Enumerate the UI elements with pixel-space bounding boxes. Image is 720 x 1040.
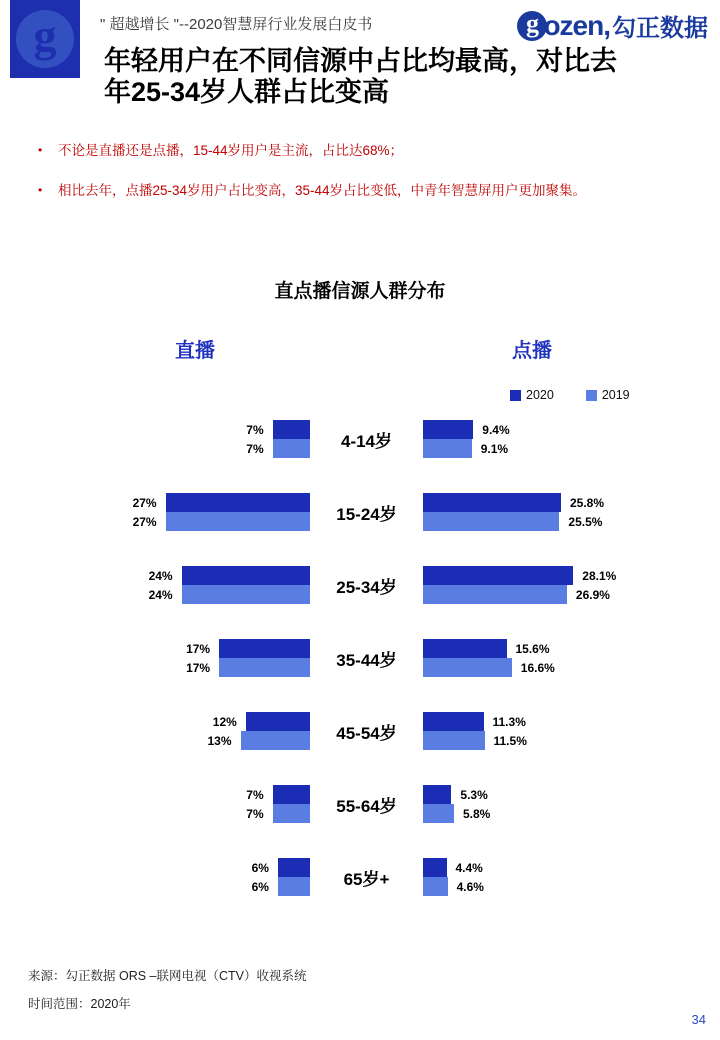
vod-2019-bar — [423, 658, 512, 677]
live-bars-cell — [80, 858, 310, 896]
vod-2019-bar — [423, 731, 485, 750]
live-2019-bar — [273, 439, 310, 458]
chart-group-headers — [80, 334, 700, 360]
live-bars-cell — [80, 639, 310, 677]
legend-label-2020: 2020 — [526, 388, 554, 402]
age-label: 4-14岁 — [340, 431, 393, 451]
live-2019-value: 7% — [246, 441, 264, 456]
live-2019-bar — [166, 512, 310, 531]
vod-2020-bar — [423, 785, 451, 804]
live-2020-line — [80, 566, 310, 585]
chart-rows — [80, 420, 700, 931]
vod-2019-bar — [423, 585, 567, 604]
vod-2019-bar — [423, 804, 454, 823]
document-title: " 超越增长 "--2020智慧屏行业发展白皮书 — [100, 16, 373, 33]
vod-2019-line — [423, 439, 700, 458]
live-2020-bar — [273, 420, 310, 439]
vod-2019-value: 25.5% — [568, 514, 603, 529]
vod-2020-bar — [423, 712, 484, 731]
live-2019-line — [80, 804, 310, 823]
live-2019-bar — [219, 658, 310, 677]
live-2020-value: 27% — [132, 495, 157, 510]
live-2019-bar — [273, 804, 310, 823]
bullet-text: 相比去年，点播25-34岁用户占比变高，35-44岁占比变低，中青年智慧屏用户更加聚集。 — [58, 183, 587, 198]
vod-2020-bar — [423, 639, 507, 658]
vod-2020-value: 5.3% — [460, 787, 488, 802]
age-category-cell — [310, 566, 423, 604]
live-2020-line — [80, 493, 310, 512]
page-number: 34 — [691, 1012, 706, 1027]
age-category-cell — [310, 420, 423, 458]
live-bars-cell — [80, 420, 310, 458]
chart-row — [80, 566, 700, 604]
live-2020-bar — [278, 858, 310, 877]
vod-2019-value: 11.5% — [493, 733, 527, 748]
live-2020-bar — [273, 785, 310, 804]
vod-bars-cell — [423, 712, 700, 750]
live-2020-bar — [182, 566, 310, 585]
vod-2019-line — [423, 658, 700, 677]
brand-chinese-text: 勾正数据 — [612, 15, 708, 42]
vod-2020-line — [423, 420, 700, 439]
live-2019-bar — [241, 731, 311, 750]
age-category-cell — [310, 639, 423, 677]
live-2020-line — [80, 712, 310, 731]
live-2020-value: 7% — [246, 422, 264, 437]
vod-2019-value: 26.9% — [575, 587, 610, 602]
vod-2019-bar — [423, 512, 559, 531]
live-2019-value: 17% — [186, 660, 211, 675]
page-title: 年轻用户在不同信源中占比均最高，对比去年25-34岁人群占比变高 — [104, 46, 617, 107]
live-2019-line — [80, 439, 310, 458]
age-label: 15-24岁 — [336, 504, 397, 524]
vod-2019-value: 9.1% — [480, 441, 509, 456]
group-label-vod: 点播 — [512, 340, 552, 362]
age-category-cell — [310, 785, 423, 823]
vod-bars-cell — [423, 858, 700, 896]
live-2019-value: 13% — [207, 733, 232, 748]
live-2020-line — [80, 858, 310, 877]
vod-2020-value: 9.4% — [482, 422, 510, 437]
live-2020-line — [80, 639, 310, 658]
vod-2020-value: 28.1% — [582, 568, 617, 583]
live-bars-cell — [80, 712, 310, 750]
live-2019-value: 27% — [132, 514, 157, 529]
age-category-cell — [310, 493, 423, 531]
vod-2019-line — [423, 877, 700, 896]
vod-2019-bar — [423, 877, 448, 896]
live-2019-line — [80, 731, 310, 750]
live-2020-line — [80, 785, 310, 804]
vod-bars-cell — [423, 493, 700, 531]
live-2019-value: 24% — [148, 587, 173, 602]
live-2019-line — [80, 658, 310, 677]
age-category-cell — [310, 712, 423, 750]
vod-2019-line — [423, 585, 700, 604]
age-label: 25-34岁 — [336, 577, 397, 597]
live-2020-bar — [246, 712, 310, 731]
brand-g-icon: g — [517, 11, 547, 41]
live-2020-bar — [166, 493, 310, 512]
vod-2020-line — [423, 639, 700, 658]
bullet-text: 不论是直播还是点播，15-44岁用户是主流，占比达68%； — [58, 143, 404, 158]
time-range-note: 时间范围：2020年 — [28, 997, 131, 1011]
chart-row — [80, 639, 700, 677]
live-2019-value: 7% — [246, 806, 264, 821]
chart-row — [80, 858, 700, 896]
vod-2020-value: 11.3% — [492, 714, 526, 729]
source-note: 来源：勾正数据 ORS –联网电视（CTV）收视系统 — [28, 969, 307, 983]
vod-2019-value: 5.8% — [463, 806, 491, 821]
live-2020-value: 6% — [251, 860, 269, 875]
brand-logo — [517, 8, 708, 43]
vod-2020-line — [423, 785, 700, 804]
chart-row — [80, 493, 700, 531]
age-category-cell — [310, 858, 423, 896]
live-2020-value: 17% — [186, 641, 211, 656]
live-2020-value: 12% — [212, 714, 237, 729]
legend-item-2020 — [510, 388, 554, 402]
chart-row — [80, 420, 700, 458]
vod-bars-cell — [423, 420, 700, 458]
bullet-item — [38, 142, 698, 159]
chart-row — [80, 712, 700, 750]
age-label: 65岁+ — [343, 869, 390, 889]
key-findings — [38, 142, 698, 222]
age-label: 45-54岁 — [336, 723, 397, 743]
live-bars-cell — [80, 785, 310, 823]
bullet-item — [38, 182, 698, 199]
live-2019-line — [80, 512, 310, 531]
vod-2020-bar — [423, 420, 473, 439]
vod-2020-value: 15.6% — [515, 641, 550, 656]
live-bars-cell — [80, 493, 310, 531]
legend-label-2019: 2019 — [601, 388, 630, 402]
live-2019-line — [80, 877, 310, 896]
company-logo-g-icon: g — [33, 10, 57, 61]
vod-bars-cell — [423, 566, 700, 604]
bullet-marker: • — [38, 143, 43, 157]
paired-bar-chart — [80, 330, 700, 940]
vod-2020-value: 25.8% — [570, 495, 605, 510]
vod-2019-line — [423, 512, 700, 531]
vod-2020-line — [423, 493, 700, 512]
legend-swatch-2019 — [586, 390, 597, 401]
vod-2019-line — [423, 731, 700, 750]
vod-2019-value: 4.6% — [456, 879, 484, 894]
vod-2020-line — [423, 566, 700, 585]
vod-2019-line — [423, 804, 700, 823]
company-logo — [10, 0, 80, 78]
vod-2020-line — [423, 712, 700, 731]
vod-2020-bar — [423, 493, 561, 512]
group-label-live: 直播 — [175, 340, 215, 362]
live-2019-line — [80, 585, 310, 604]
live-2020-value: 24% — [148, 568, 173, 583]
legend-item-2019 — [586, 388, 630, 402]
vod-2020-value: 4.4% — [455, 860, 483, 875]
vod-bars-cell — [423, 639, 700, 677]
chart-row — [80, 785, 700, 823]
vod-2020-bar — [423, 858, 447, 877]
age-label: 55-64岁 — [336, 796, 397, 816]
company-logo-circle — [16, 10, 74, 68]
chart-legend — [510, 388, 630, 402]
bullet-marker: • — [38, 183, 43, 197]
vod-2020-line — [423, 858, 700, 877]
age-label: 35-44岁 — [336, 650, 397, 670]
vod-2020-bar — [423, 566, 573, 585]
live-bars-cell — [80, 566, 310, 604]
vod-bars-cell — [423, 785, 700, 823]
live-2019-value: 6% — [251, 879, 269, 894]
live-2019-bar — [278, 877, 310, 896]
live-2020-value: 7% — [246, 787, 264, 802]
live-2020-bar — [219, 639, 310, 658]
live-2019-bar — [182, 585, 310, 604]
live-2020-line — [80, 420, 310, 439]
chart-title: 直点播信源人群分布 — [274, 281, 446, 302]
vod-2019-bar — [423, 439, 472, 458]
vod-2019-value: 16.6% — [520, 660, 555, 675]
legend-swatch-2020 — [510, 390, 521, 401]
brand-latin-text: ozen, — [543, 9, 610, 41]
